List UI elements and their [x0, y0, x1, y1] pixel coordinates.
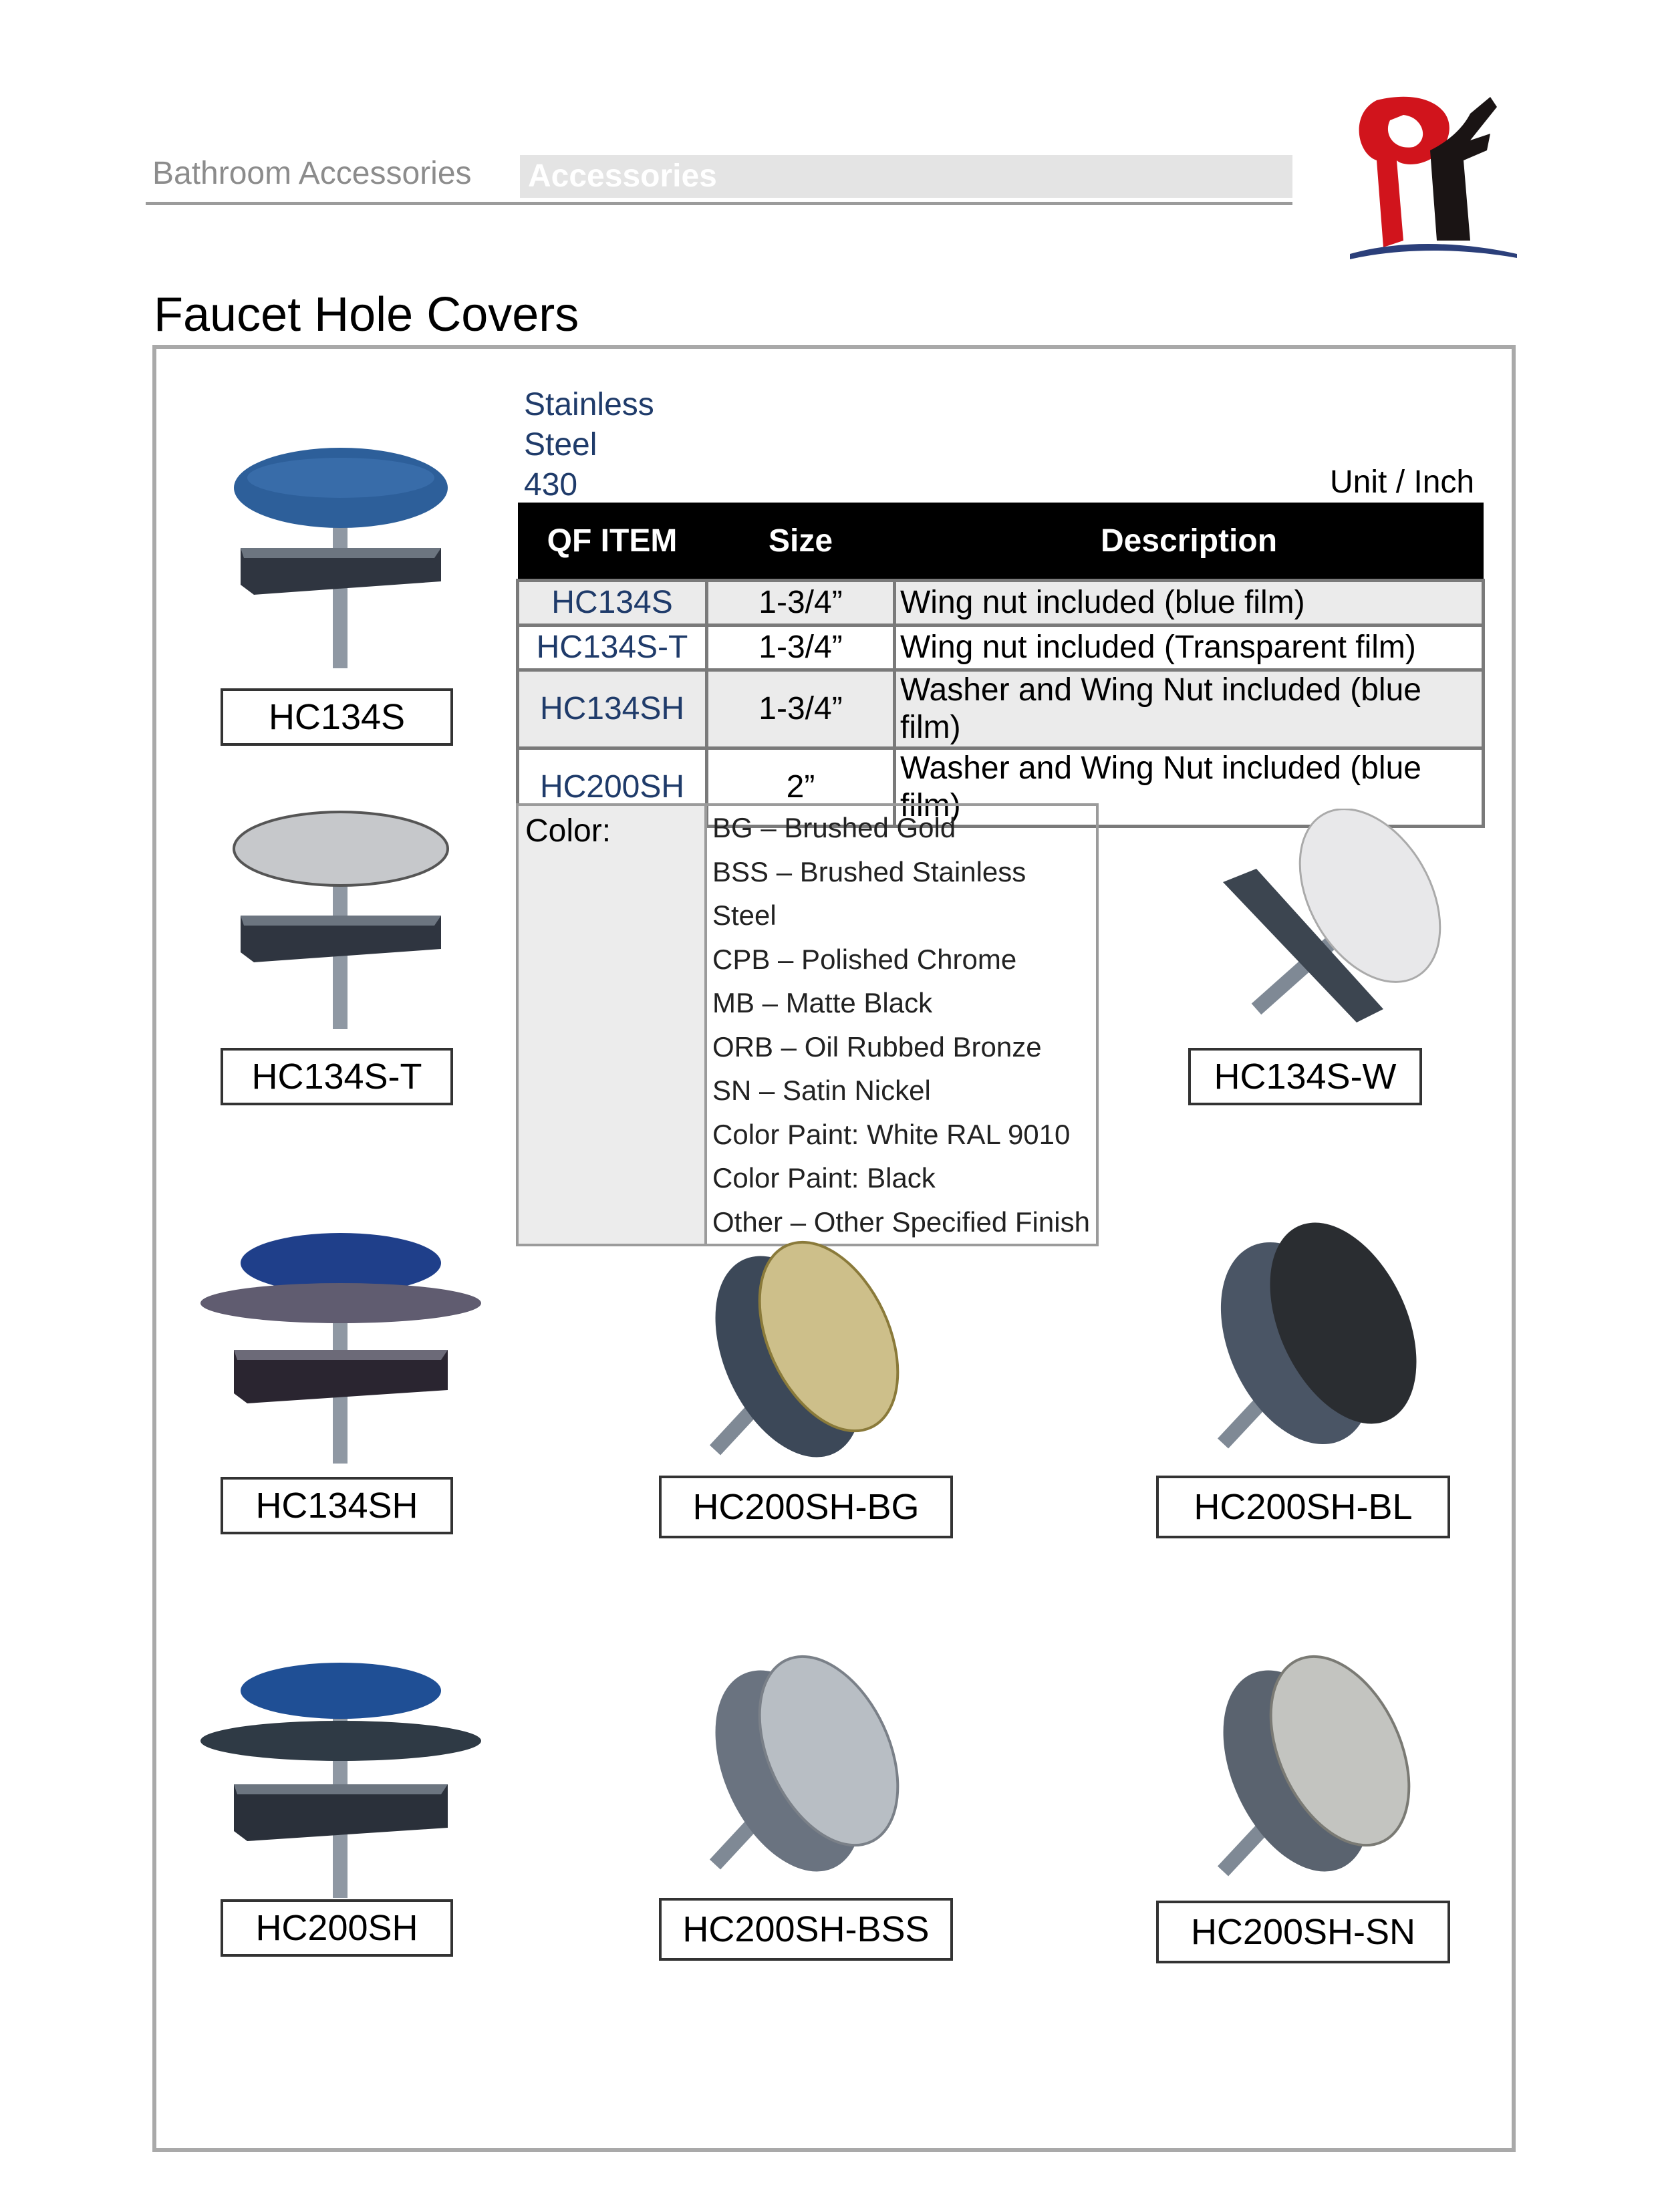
column-header: QF ITEM — [518, 503, 707, 581]
product-label-hc200sh-bss: HC200SH-BSS — [659, 1898, 953, 1961]
table-row — [518, 670, 1484, 748]
item-size: 2” — [707, 748, 895, 827]
qf-logo — [1337, 87, 1524, 267]
page-title: Faucet Hole Covers — [154, 288, 579, 341]
color-label: Color: — [517, 805, 706, 1245]
header-subcategory: Accessories — [528, 158, 717, 194]
material-note — [524, 385, 654, 505]
product-label-hc200sh-bl: HC200SH-BL — [1156, 1476, 1450, 1538]
color-option: MB – Matte Black — [712, 987, 933, 1018]
color-options-table — [516, 803, 1099, 1246]
product-label-hc200sh-bg: HC200SH-BG — [659, 1476, 953, 1538]
color-option: BG – Brushed Gold — [712, 812, 956, 843]
color-option: Color Paint: White RAL 9010 — [712, 1118, 1071, 1150]
item-code: HC134SH — [518, 670, 707, 748]
product-label-hc200sh-sn: HC200SH-SN — [1156, 1901, 1450, 1963]
item-size: 1-3/4” — [707, 670, 895, 748]
item-description: Wing nut included (Transparent film) — [895, 626, 1484, 670]
color-option: BSS – Brushed Stainless Steel — [712, 855, 1026, 931]
product-label-hc134sh: HC134SH — [221, 1477, 453, 1534]
column-header: Description — [895, 503, 1484, 581]
color-option: ORB – Oil Rubbed Bronze — [712, 1030, 1042, 1063]
item-code: HC134S-T — [518, 626, 707, 670]
color-option: SN – Satin Nickel — [712, 1075, 931, 1106]
table-row — [518, 581, 1484, 626]
item-description: Wing nut included (blue film) — [895, 581, 1484, 626]
material-line: 430 — [524, 467, 578, 503]
hc200sh-product-image — [194, 1651, 488, 1905]
unit-note: Unit / Inch — [1330, 464, 1475, 500]
hc200sh-bss-product-image — [695, 1637, 922, 1885]
hc200sh-bg-product-image — [695, 1223, 922, 1470]
color-option: Color Paint: Black — [712, 1162, 936, 1194]
hc134s-w-product-image — [1216, 809, 1457, 1036]
specs-header-row — [518, 503, 1484, 581]
product-label-hc200sh: HC200SH — [221, 1899, 453, 1957]
item-code: HC200SH — [518, 748, 707, 827]
item-size: 1-3/4” — [707, 626, 895, 670]
material-line: Stainless — [524, 387, 654, 422]
item-description: Washer and Wing Nut included (blue film) — [895, 670, 1484, 748]
hc200sh-sn-product-image — [1196, 1637, 1437, 1891]
column-header: Size — [707, 503, 895, 581]
item-size: 1-3/4” — [707, 581, 895, 626]
product-label-hc134s-t: HC134S-T — [221, 1048, 453, 1105]
item-description: Washer and Wing Nut included (blue film) — [895, 748, 1484, 827]
header-category: Bathroom Accessories — [152, 156, 472, 191]
hc200sh-bl-product-image — [1190, 1210, 1443, 1470]
color-option: CPB – Polished Chrome — [712, 943, 1017, 975]
product-label-hc134s: HC134S — [221, 688, 453, 746]
table-row — [518, 626, 1484, 670]
product-label-hc134s-w: HC134S-W — [1188, 1048, 1422, 1105]
color-options-list — [706, 805, 1097, 1245]
header-divider — [146, 202, 1292, 205]
hc134s-t-product-image — [227, 809, 454, 1036]
item-code: HC134S — [518, 581, 707, 626]
specs-table — [516, 503, 1485, 828]
color-option: Other – Other Specified Finish — [712, 1206, 1090, 1238]
material-line: Steel — [524, 427, 597, 462]
hc134s-product-image — [227, 448, 454, 675]
hc134sh-product-image — [194, 1223, 488, 1470]
